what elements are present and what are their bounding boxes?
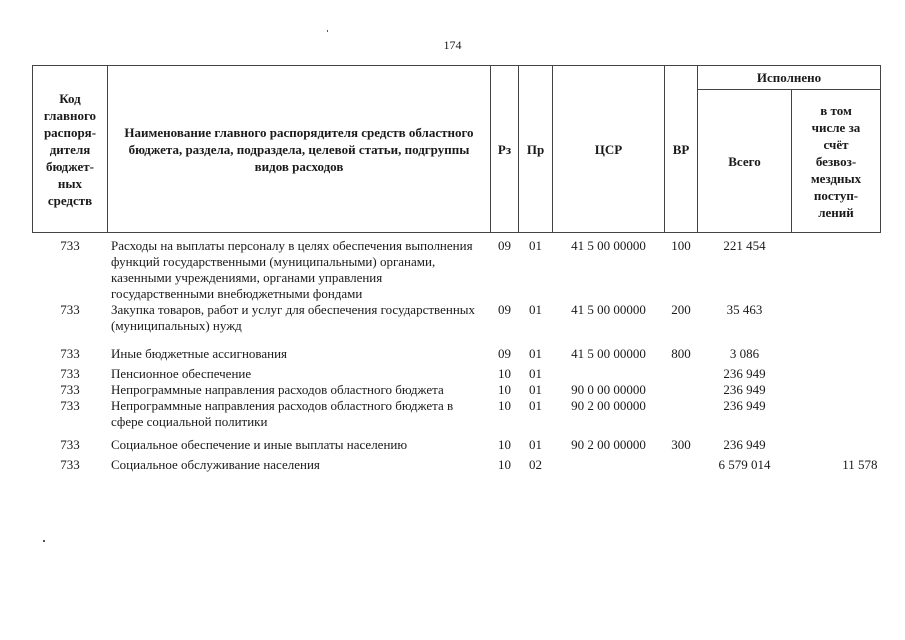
header-code: Код главного распоря-дителя бюджет-ных средств xyxy=(33,66,108,233)
cell-total: 3 086 xyxy=(729,346,760,361)
cell-total: 221 454 xyxy=(723,238,766,253)
cell-free xyxy=(792,346,881,362)
cell-csr: 41 5 00 00000 xyxy=(571,238,646,253)
cell-total: 236 949 xyxy=(723,398,766,413)
cell-rz: 10 xyxy=(498,398,511,413)
cell-name: Социальное обеспечение и иные выплаты населению xyxy=(111,437,408,452)
cell-pr: 02 xyxy=(529,457,542,472)
cell-code: 733 xyxy=(60,238,80,253)
cell-rz: 10 xyxy=(498,437,511,452)
cell-csr xyxy=(553,457,665,473)
table-row xyxy=(33,437,881,453)
cell-free xyxy=(792,398,881,430)
cell-vr xyxy=(665,366,698,382)
page-number: 174 xyxy=(443,38,462,52)
table-row xyxy=(33,302,881,334)
cell-pr: 01 xyxy=(529,398,542,413)
cell-free xyxy=(792,437,881,453)
cell-csr: 41 5 00 00000 xyxy=(571,302,646,317)
table-body xyxy=(33,233,881,474)
cell-free xyxy=(792,302,881,334)
cell-name: Непрограммные направления расходов областного бюджета в сфере социальной политики xyxy=(111,398,454,429)
budget-table xyxy=(32,65,881,473)
cell-code: 733 xyxy=(60,366,80,381)
header-vr: ВР xyxy=(665,66,698,233)
table-row xyxy=(33,398,881,430)
cell-rz: 09 xyxy=(498,302,511,317)
table-row xyxy=(33,382,881,398)
cell-name: Непрограммные направления расходов областного бюджета xyxy=(111,382,444,397)
cell-pr: 01 xyxy=(529,302,542,317)
cell-csr xyxy=(553,366,665,382)
cell-csr: 41 5 00 00000 xyxy=(571,346,646,361)
cell-name: Социальное обслуживание населения xyxy=(111,457,320,472)
cell-name: Иные бюджетные ассигнования xyxy=(111,346,288,361)
cell-vr: 300 xyxy=(671,437,691,452)
header-rz: Рз xyxy=(491,66,519,233)
cell-code: 733 xyxy=(60,437,80,452)
cell-vr: 200 xyxy=(671,302,691,317)
cell-csr: 90 2 00 00000 xyxy=(571,437,646,452)
cell-rz: 09 xyxy=(498,238,511,253)
cell-code: 733 xyxy=(60,346,80,361)
cell-vr: 100 xyxy=(671,238,691,253)
cell-code: 733 xyxy=(60,398,80,413)
header-pr: Пр xyxy=(519,66,553,233)
cell-csr: 90 2 00 00000 xyxy=(571,398,646,413)
header-including-free: в том числе за счёт безвоз-мездных поступ-лений xyxy=(792,90,881,233)
table-header xyxy=(33,66,881,233)
cell-total: 236 949 xyxy=(723,366,766,381)
cell-rz: 10 xyxy=(498,382,511,397)
cell-vr xyxy=(665,457,698,473)
cell-code: 733 xyxy=(60,302,80,317)
table-row xyxy=(33,346,881,362)
header-csr: ЦСР xyxy=(553,66,665,233)
cell-total: 236 949 xyxy=(723,437,766,452)
table-row xyxy=(33,457,881,473)
cell-name: Закупка товаров, работ и услуг для обеспечения государственных (муниципальных) нужд xyxy=(111,302,476,333)
cell-free xyxy=(792,366,881,382)
cell-pr: 01 xyxy=(529,346,542,361)
cell-pr: 01 xyxy=(529,238,542,253)
cell-total: 6 579 014 xyxy=(718,457,771,472)
cell-rz: 09 xyxy=(498,346,511,361)
cell-code: 733 xyxy=(60,457,80,472)
cell-pr: 01 xyxy=(529,366,542,381)
cell-vr xyxy=(665,398,698,430)
header-executed: Исполнено xyxy=(698,66,881,90)
cell-vr xyxy=(665,382,698,398)
spacer-row xyxy=(33,430,881,437)
cell-total: 236 949 xyxy=(723,382,766,397)
table-row xyxy=(33,238,881,302)
cell-name: Расходы на выплаты персоналу в целях обеспечения выполнения функций государственными (муниципальными) органами, казенными учреждениями, органами управления государственными внебюджетными фондами xyxy=(111,238,473,301)
cell-rz: 10 xyxy=(498,457,511,472)
cell-free xyxy=(792,382,881,398)
cell-code: 733 xyxy=(60,382,80,397)
cell-total: 35 463 xyxy=(726,302,763,317)
cell-csr: 90 0 00 00000 xyxy=(571,382,646,397)
cell-rz: 10 xyxy=(498,366,511,381)
header-name: Наименование главного распорядителя средств областного бюджета, раздела, подраздела, целевой статьи, подгруппы видов расходов xyxy=(108,66,491,233)
cell-pr: 01 xyxy=(529,437,542,452)
cell-vr: 800 xyxy=(671,346,691,361)
cell-free xyxy=(792,238,881,302)
scan-speck xyxy=(327,30,328,32)
table-row xyxy=(33,366,881,382)
scan-speck xyxy=(43,540,45,542)
header-total: Всего xyxy=(698,90,792,233)
spacer-row xyxy=(33,334,881,346)
cell-free: 11 578 xyxy=(842,457,878,472)
cell-pr: 01 xyxy=(529,382,542,397)
cell-name: Пенсионное обеспечение xyxy=(111,366,252,381)
